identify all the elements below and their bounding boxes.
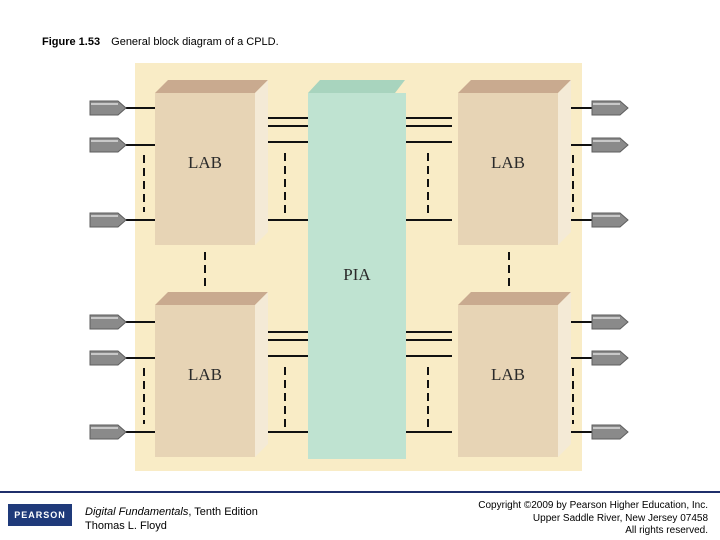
pia-top-edge (308, 80, 405, 93)
book-edition: , Tenth Edition (188, 506, 258, 518)
lab-label: LAB (188, 365, 222, 384)
lab-top-face (458, 292, 571, 305)
lab-block-bottom-right (458, 292, 571, 457)
lab-block-top-left (155, 80, 268, 245)
figure-title: General block diagram of a CPLD. (111, 36, 279, 48)
pia-block (308, 80, 406, 459)
copyright-line-3: All rights reserved. (625, 525, 708, 536)
footer-divider (0, 491, 720, 493)
lab-side-face (558, 292, 571, 457)
book-title: Digital Fundamentals (85, 506, 189, 518)
lab-label: LAB (188, 153, 222, 172)
book-credit (85, 505, 258, 533)
lab-label: LAB (491, 365, 525, 384)
book-author: Thomas L. Floyd (85, 520, 167, 532)
pearson-logo: PEARSON (8, 504, 72, 526)
lab-side-face (255, 80, 268, 245)
lab-block-bottom-left (155, 292, 268, 457)
copyright-line-2: Upper Saddle River, New Jersey 07458 (532, 512, 708, 524)
lab-top-face (155, 80, 268, 93)
lab-side-face (255, 292, 268, 457)
lab-top-face (458, 80, 571, 93)
pia-label: PIA (343, 265, 371, 284)
lab-top-face (155, 292, 268, 305)
lab-block-top-right (458, 80, 571, 245)
copyright-line-1: Copyright ©2009 by Pearson Higher Education, Inc. (478, 500, 708, 511)
lab-label: LAB (491, 153, 525, 172)
figure-number: Figure 1.53 (42, 36, 101, 48)
lab-side-face (558, 80, 571, 245)
copyright-notice (478, 500, 708, 538)
